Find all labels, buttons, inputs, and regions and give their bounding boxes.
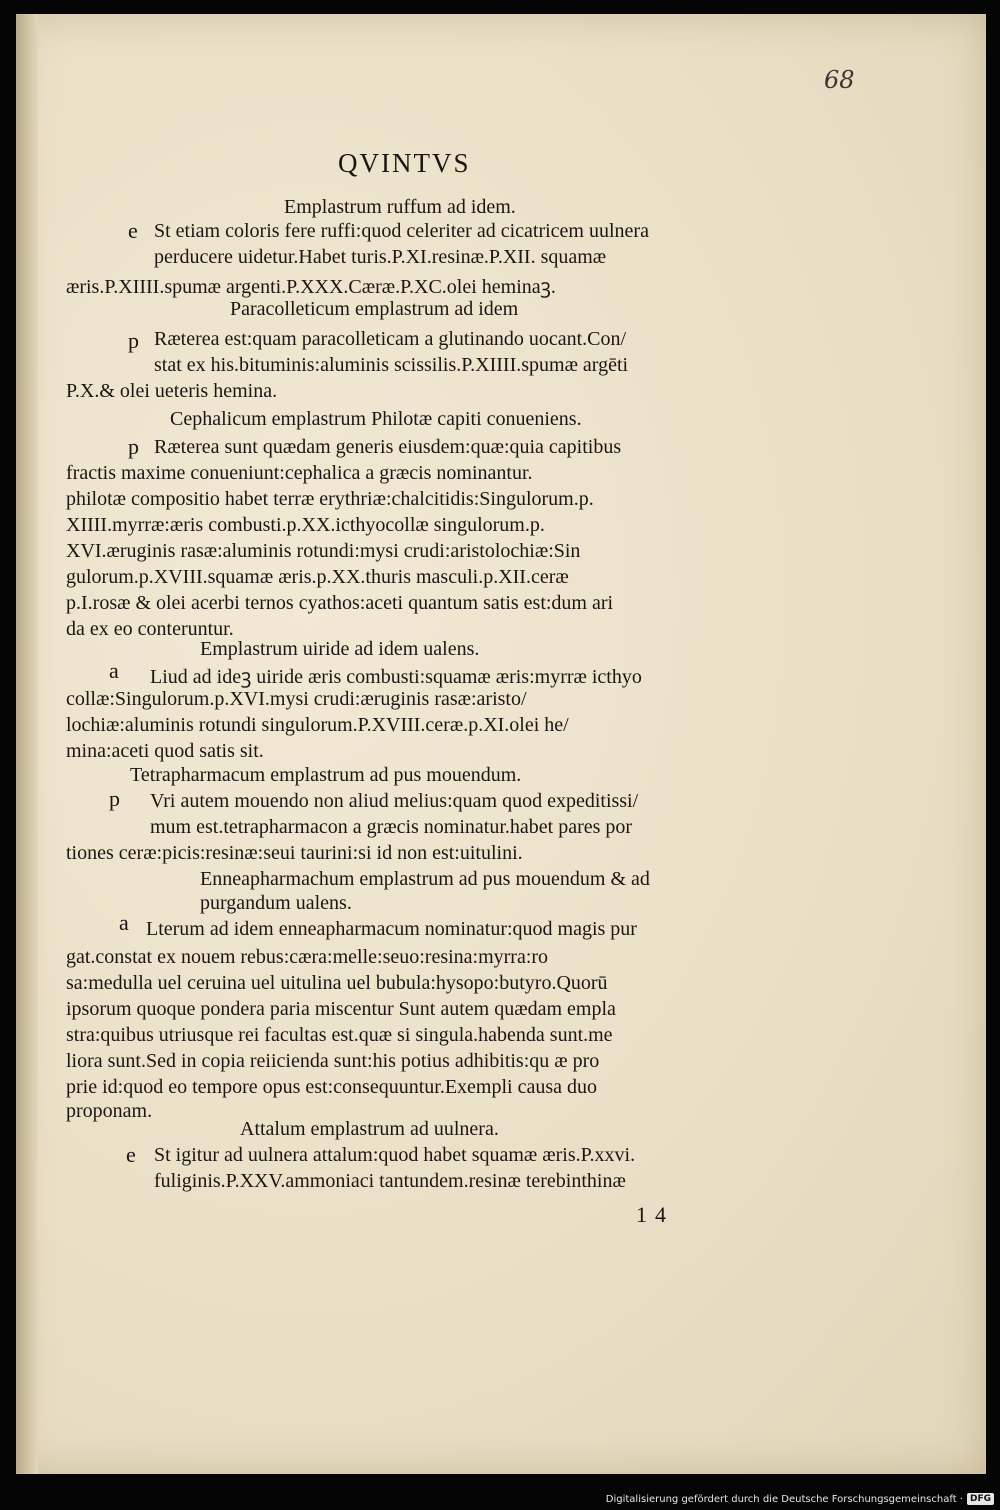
text-line: fuliginis.P.XXV.ammoniaci tantundem.resinæ terebinthinæ [154,1170,626,1192]
text-line: philotæ compositio habet terræ erythriæ:chalcitidis:Singulorum.p. [66,488,594,510]
text-line: Lterum ad idem enneapharmacum nominatur:quod magis pur [146,918,637,940]
text-line: da ex eo conteruntur. [66,618,234,640]
text-line: collæ:Singulorum.p.XVI.mysi crudi:æruginis rasæ:aristo/ [66,688,527,710]
text-line: tiones ceræ:picis:resinæ:seui taurini:si id non est:uitulini. [66,842,523,864]
dfg-logo: DFG [967,1493,994,1505]
page-gutter [16,14,38,1474]
guide-initial: p [128,434,139,459]
text-line: XIIII.myrræ:æris combusti.p.XX.icthyocollæ singulorum.p. [66,514,545,536]
guide-initial: a [119,910,129,935]
text-line: XVI.æruginis rasæ:aluminis rotundi:mysi crudi:aristolochiæ:Sin [66,540,581,562]
text-line: Ræterea sunt quædam generis eiusdem:quæ:quia capitibus [154,436,622,458]
text-line: stra:quibus utriusque rei facultas est.quæ si singula.habenda sunt.me [66,1024,613,1046]
guide-initial: e [128,218,138,243]
text-line: liora sunt.Sed in copia reiicienda sunt:his potius adhibitis:qu æ pro [66,1050,600,1072]
book-page [16,14,986,1474]
guide-initial: p [109,786,120,811]
text-line: fractis maxime conueniunt:cephalica a græcis nominantur. [66,462,533,484]
signature-mark: 14 [636,1202,674,1227]
text-line: sa:medulla uel ceruina uel uitulina uel bubula:hysopo:butyro.Quorū [66,972,608,994]
credit-text: Digitalisierung gefördert durch die Deutsche Forschungsgemeinschaft · [605,1493,963,1505]
text-line: stat ex his.bituminis:aluminis scissilis.P.XIIII.spumæ argēti [154,354,629,376]
text-line: p.I.rosæ & olei acerbi ternos cyathos:aceti quantum satis est:dum ari [66,592,614,614]
text-line: proponam. [66,1100,153,1122]
text-line: Liud ad ideꝫ uiride æris combusti:squamæ æris:myrræ icthyo [150,666,642,688]
guide-initial: a [109,658,119,683]
digitization-credit [606,1490,994,1508]
text-line: gulorum.p.XVIII.squamæ æris.p.XX.thuris masculi.p.XII.ceræ [66,566,569,588]
text-line: Ræterea est:quam paracolleticam a glutinando uocant.Con/ [154,328,627,350]
section-heading: Attalum emplastrum ad uulnera. [240,1118,499,1140]
running-head: QVINTVS [338,148,471,178]
text-line: lochiæ:aluminis rotundi singulorum.P.XVIII.ceræ.p.XI.olei he/ [66,714,569,736]
text-line: P.X.& olei ueteris hemina. [66,380,278,402]
text-line: mum est.tetrapharmacon a græcis nominatur.habet pares por [150,816,633,838]
text-line: St igitur ad uulnera attalum:quod habet squamæ æris.P.xxvi. [154,1144,636,1166]
text-line: æris.P.XIIII.spumæ argenti.P.XXX.Cæræ.P.XC.olei heminaꝫ. [66,276,556,298]
section-heading: Cephalicum emplastrum Philotæ capiti conueniens. [170,408,582,430]
folio-number: 68 [824,66,855,94]
text-line: mina:aceti quod satis sit. [66,740,264,762]
guide-initial: p [128,328,139,353]
guide-initial: e [126,1142,136,1167]
section-heading: Emplastrum ruffum ad idem. [284,196,516,218]
section-heading: Paracolleticum emplastrum ad idem [230,298,519,320]
section-heading: Emplastrum uiride ad idem ualens. [200,638,480,660]
text-line: Vri autem mouendo non aliud melius:quam quod expeditissi/ [150,790,639,812]
text-line: ipsorum quoque pondera paria miscentur Sunt autem quædam empla [66,998,616,1020]
section-heading: purgandum ualens. [200,892,352,914]
text-line: gat.constat ex nouem rebus:cæra:melle:seuo:resina:myrra:ro [66,946,549,968]
section-heading: Tetrapharmacum emplastrum ad pus mouendum. [130,764,522,786]
text-line: perducere uidetur.Habet turis.P.XI.resinæ.P.XII. squamæ [154,246,607,268]
text-line: prie id:quod eo tempore opus est:consequuntur.Exempli causa duo [66,1076,597,1098]
text-line: St etiam coloris fere ruffi:quod celeriter ad cicatricem uulnera [154,220,649,242]
section-heading: Enneapharmachum emplastrum ad pus mouendum & ad [200,868,650,890]
